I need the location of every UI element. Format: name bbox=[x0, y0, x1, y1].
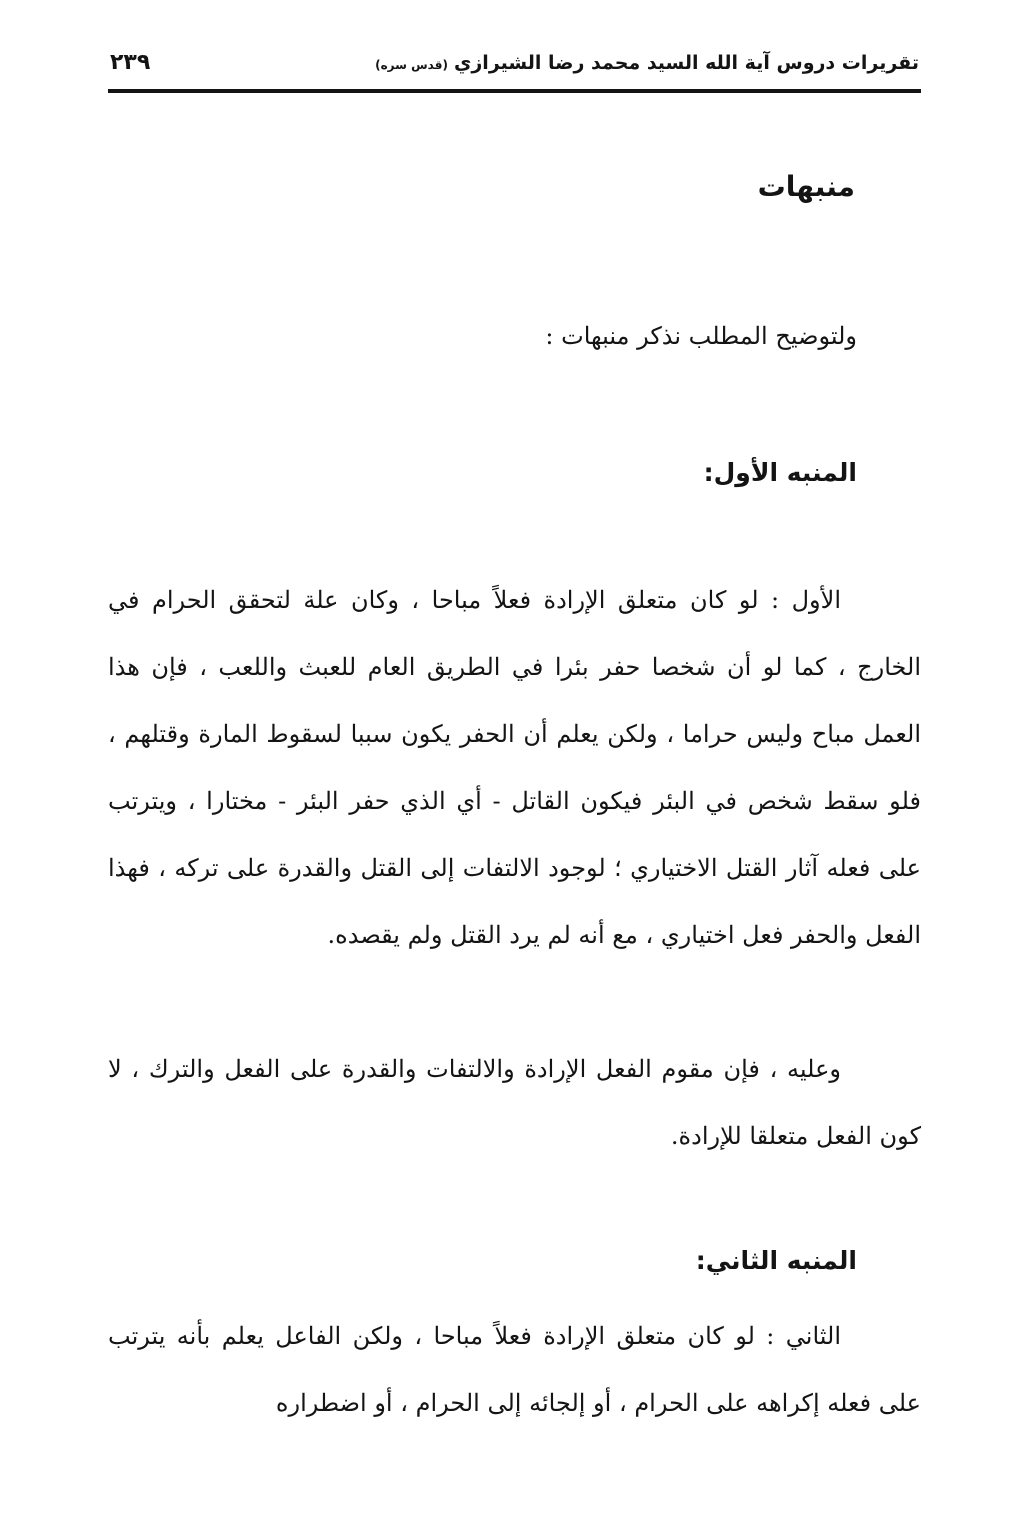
page-number: ٢٣٩ bbox=[110, 50, 151, 75]
header-rule bbox=[108, 89, 921, 93]
heading-first-note: المنبه الأول: bbox=[703, 458, 857, 487]
running-header bbox=[108, 48, 921, 88]
section-title: منبهات bbox=[757, 170, 855, 203]
running-title bbox=[375, 52, 919, 74]
first-note-paragraph: الأول : لو كان متعلق الإرادة فعلاً مباحا ، وكان علة لتحقق الحرام في الخارج ، كما لو أن شخصا حفر بئرا في الطريق العام للعبث واللعب ، فإن هذا العمل مباح وليس حراما ، ولكن يعلم أن الحفر يكون سببا لسقوط المارة وقتلهم ، فلو سقط شخص في البئر فيكون القاتل - أي الذي حفر البئر - مختارا ، ويترتب على فعله آثار القتل الاختياري ؛ لوجود الالتفات إلى القتل والقدرة على تركه ، فهذا الفعل والحفر فعل اختياري ، مع أنه لم يرد القتل ولم يقصده. bbox=[108, 586, 921, 949]
intro-line: ولتوضيح المطلب نذكر منبهات : bbox=[545, 322, 857, 350]
first-note-conclusion: وعليه ، فإن مقوم الفعل الإرادة والالتفات والقدرة على الفعل والترك ، لا كون الفعل متعلقا للإرادة. bbox=[108, 1055, 921, 1150]
second-note-paragraph: الثاني : لو كان متعلق الإرادة فعلاً مباحا ، ولكن الفاعل يعلم بأنه يترتب على فعله إكراهه على الحرام ، أو إلجائه إلى الحرام ، أو اضطراره bbox=[108, 1322, 921, 1417]
heading-second-note: المنبه الثاني: bbox=[695, 1246, 857, 1275]
running-title-note: (قدس سره) bbox=[375, 58, 448, 72]
running-title-text: تقريرات دروس آية الله السيد محمد رضا الشيرازي bbox=[453, 52, 919, 74]
